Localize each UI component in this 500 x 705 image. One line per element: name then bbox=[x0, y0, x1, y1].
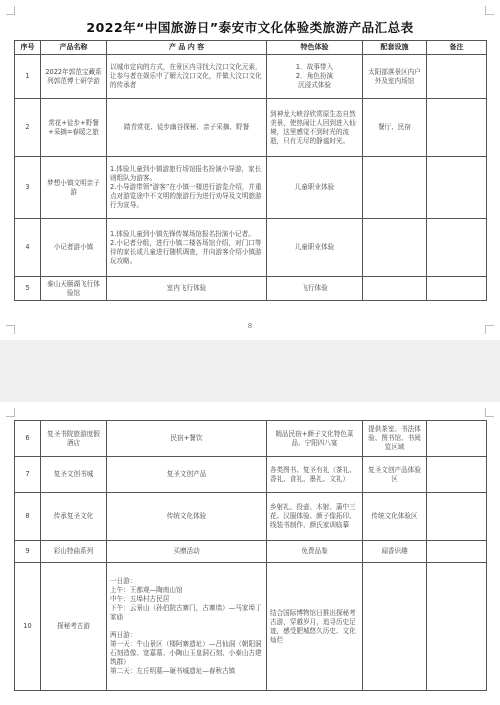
row-content: 1.体验儿童到小镇先锋传媒场馆报名扮演小记者。 2.小记者分组，进行小镇二楼各场馆介绍，对门口等待的家长或儿童进行随机调查，并向游客介绍小镇游玩攻略。 bbox=[107, 219, 267, 277]
table-header-row bbox=[15, 41, 487, 55]
crop-mark bbox=[6, 408, 15, 417]
row-content: 民宿+餐饮 bbox=[107, 421, 267, 457]
row-facility bbox=[363, 277, 427, 301]
row-feature: 免费品鉴 bbox=[267, 541, 363, 563]
page-2 bbox=[0, 402, 500, 705]
row-facility: 复圣文创产品体验区 bbox=[363, 457, 427, 493]
row-note bbox=[427, 219, 487, 277]
row-note bbox=[427, 157, 487, 219]
row-no: 1 bbox=[15, 55, 41, 99]
header-content: 产 品 内 容 bbox=[107, 41, 267, 55]
page-1 bbox=[0, 0, 500, 340]
row-content: 1.体验儿童到小镇游旅行场馆报名扮演小导游，家长则组队为游客。 2.小导游带领“游客”在小镇一楼进行游览介绍，并重点对游览途中不文明的旅游行为进行劝导及文明旅游行为宣导。 bbox=[107, 157, 267, 219]
crop-mark bbox=[6, 6, 15, 15]
table-row bbox=[15, 99, 487, 157]
row-content: 一日游： 上午：王都观—陶南山馆 中午：五埠村古民居 下午：云景山（孙伯院古寨门，古寨墙）—马家埠丁家庙 两日游： 第一天：牛山景区（楼阿寨遗址）—吕仙洞（朝阳洞石刻造像、宽嘉墓、小陶山玉皇洞石刻、小泰山古建筑群） 第二天：左丘明墓—砸书城遗址—春秋古镇 bbox=[107, 563, 267, 691]
row-no: 4 bbox=[15, 219, 41, 277]
header-name: 产品名称 bbox=[41, 41, 107, 55]
row-feature: 儿童职业体验 bbox=[267, 219, 363, 277]
row-content: 买赠活动 bbox=[107, 541, 267, 563]
row-note bbox=[427, 421, 487, 457]
header-note: 备注 bbox=[427, 41, 487, 55]
row-name: 赏花+徒步+野餐+采摘=春暖之旅 bbox=[41, 99, 107, 157]
crop-mark bbox=[485, 6, 494, 15]
row-note bbox=[427, 277, 487, 301]
table-row bbox=[15, 421, 487, 457]
row-feature: 结合国际博物馆日推出探秘考古游，穿越岁月，追寻历史足迹，感受肥城悠久历史、文化灿烂 bbox=[267, 563, 363, 691]
table-row bbox=[15, 493, 487, 541]
row-no: 5 bbox=[15, 277, 41, 301]
table-row bbox=[15, 541, 487, 563]
row-feature: 各类图书、复圣有礼（茶礼、香礼、食礼、墨礼、文礼） bbox=[267, 457, 363, 493]
row-feature: 儿童职业体验 bbox=[267, 157, 363, 219]
row-feature: 1．故事带入 2．角色扮演 沉浸式体验 bbox=[267, 55, 363, 99]
row-content: 室内飞行体验 bbox=[107, 277, 267, 301]
row-no: 6 bbox=[15, 421, 41, 457]
products-table-2 bbox=[14, 420, 487, 691]
row-feature: 精品民宿+颜子文化特色菜品、宁阳四八宴 bbox=[267, 421, 363, 457]
table-row bbox=[15, 277, 487, 301]
page-title: 2022年“中国旅游日”泰安市文化体验类旅游产品汇总表 bbox=[86, 20, 414, 35]
row-facility: 闻香识趣 bbox=[363, 541, 427, 563]
row-feature: 乡射礼、投壶、木射、蒲中三花、汉服体验、颜子像拓印、线装书制作、颜氏家训临摹 bbox=[267, 493, 363, 541]
header-facility: 配套设施 bbox=[363, 41, 427, 55]
header-feature: 特色体验 bbox=[267, 41, 363, 55]
row-name: 传承复圣文化 bbox=[41, 493, 107, 541]
row-no: 2 bbox=[15, 99, 41, 157]
header-no: 序号 bbox=[15, 41, 41, 55]
products-table-1 bbox=[14, 40, 487, 301]
table-row bbox=[15, 219, 487, 277]
row-note bbox=[427, 493, 487, 541]
row-name: 复圣书院旅游度假酒店 bbox=[41, 421, 107, 457]
row-name: 复圣文创书城 bbox=[41, 457, 107, 493]
row-note bbox=[427, 563, 487, 691]
table-row bbox=[15, 157, 487, 219]
row-name: 彩山特曲系列 bbox=[41, 541, 107, 563]
row-no: 10 bbox=[15, 563, 41, 691]
row-no: 8 bbox=[15, 493, 41, 541]
row-feature: 到神龙大峡谷欣赏原生态自然美景，使热闹让人回到进入仙境，这里感觉不到时光的流逝，只有无尽的静谧时光。 bbox=[267, 99, 363, 157]
row-facility: 提供茶室、书法体验、图书馆、书阅览区域 bbox=[363, 421, 427, 457]
row-facility bbox=[363, 157, 427, 219]
row-facility bbox=[363, 563, 427, 691]
row-note bbox=[427, 457, 487, 493]
table-row bbox=[15, 55, 487, 99]
row-facility bbox=[363, 219, 427, 277]
row-feature: 飞行体验 bbox=[267, 277, 363, 301]
row-name: 泰山天颐湖飞行体验馆 bbox=[41, 277, 107, 301]
row-content: 以城市定向的方式，在景区内寻找大汶口文化元素，让参与者在娱乐中了解大汶口文化，并做大汶口文化的传承者 bbox=[107, 55, 267, 99]
crop-mark bbox=[485, 408, 494, 417]
page-number: 8 bbox=[247, 322, 253, 330]
row-content: 踏青赏花、徒步幽谷探秘、亲子采摘、野餐 bbox=[107, 99, 267, 157]
row-facility: 餐厅、民宿 bbox=[363, 99, 427, 157]
row-facility: 传统文化体验区 bbox=[363, 493, 427, 541]
row-content: 传统文化体验 bbox=[107, 493, 267, 541]
page-gap bbox=[0, 340, 500, 402]
table-row bbox=[15, 457, 487, 493]
row-facility: 太阳部落景区内户外及室内场馆 bbox=[363, 55, 427, 99]
row-note bbox=[427, 541, 487, 563]
table-row bbox=[15, 563, 487, 691]
row-content: 复圣文创产品 bbox=[107, 457, 267, 493]
row-no: 9 bbox=[15, 541, 41, 563]
row-name: 梦想小镇文明亲子游 bbox=[41, 157, 107, 219]
row-name: 2022年郭范宝藏系列郭范博士研学游 bbox=[41, 55, 107, 99]
row-note bbox=[427, 55, 487, 99]
row-no: 3 bbox=[15, 157, 41, 219]
row-name: 探秘考古游 bbox=[41, 563, 107, 691]
row-name: 小记者游小镇 bbox=[41, 219, 107, 277]
row-note bbox=[427, 99, 487, 157]
row-no: 7 bbox=[15, 457, 41, 493]
